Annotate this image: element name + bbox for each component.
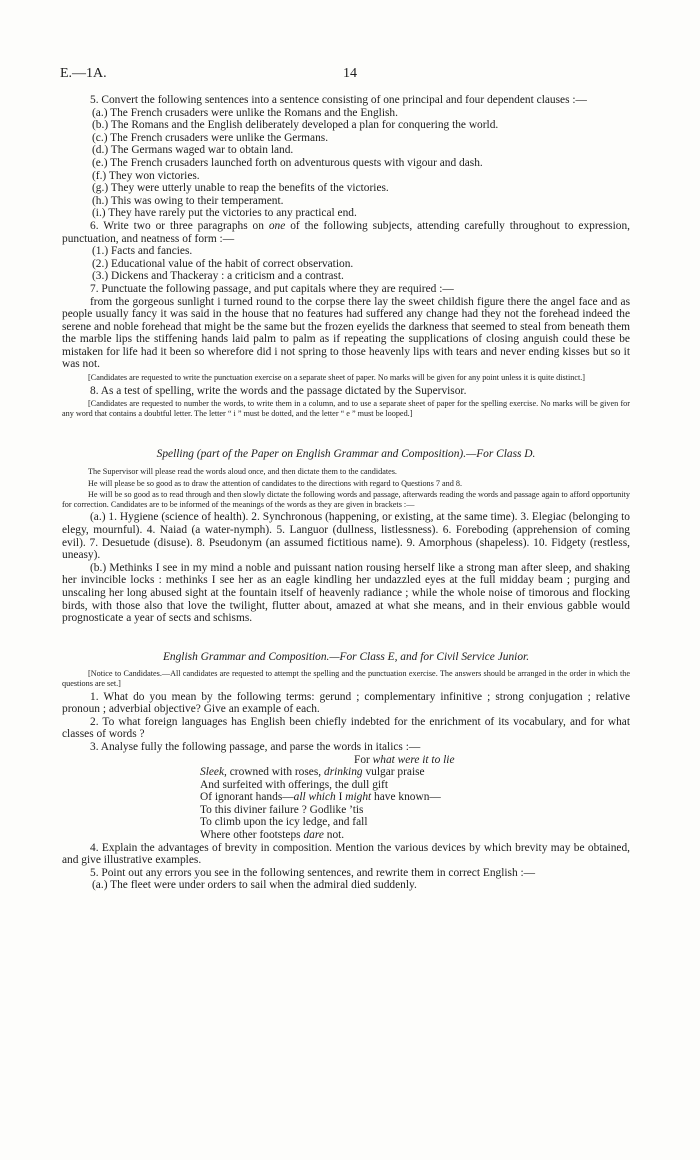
poem-line-2-italic-2: drinking (324, 766, 363, 779)
question-7-intro: 7. Punctuate the following passage, and put capitals where they are required :— (90, 282, 454, 295)
grammar-q4: 4. Explain the advantages of brevity in composition. Mention the various devices by which brevity may be obtained, and give illustrative examples. (62, 841, 630, 867)
q6-intro-a: 6. Write two or three paragraphs on (90, 219, 269, 232)
poem-line-4 (200, 791, 630, 804)
poem-line-2 (200, 766, 630, 779)
q5-item-b: (b.) The Romans and the English deliberately developed a plan for conquering the world. (92, 119, 499, 132)
page-header (60, 66, 640, 86)
poem-line-5: To this diviner failure ? Godlike ’tis (200, 803, 364, 816)
q5-item-i: (i.) They have rarely put the victories to any practical end. (92, 207, 357, 220)
page-number: 14 (343, 66, 357, 81)
spelling-note-1: The Supervisor will please read the words aloud once, and then dictate them to the candidates. (88, 467, 397, 477)
poem-line-6: To climb upon the icy ledge, and fall (200, 816, 368, 829)
poem-line-4-b: I (335, 791, 346, 804)
q5-item-f: (f.) They won victories. (92, 169, 200, 182)
poem-line-7-italic: dare (303, 829, 324, 842)
q6-intro-emphasis: one (268, 219, 286, 232)
q5-item-g: (g.) They were utterly unable to reap the benefits of the victories. (92, 182, 389, 195)
poem-line-2-b: vulgar praise (362, 766, 425, 779)
poem-line-2-a: , crowned with roses, (224, 766, 324, 779)
q8-note: [Candidates are requested to number the words, to write them in a column, and to use a separate sheet of paper for the spelling exercise. No marks will be given for any word that contains a doubtful letter. The letter “ i ” must be dotted, and the letter “ e ” must be looped.] (62, 399, 630, 418)
poem-line-3: And surfeited with offerings, the dull gift (200, 778, 389, 791)
grammar-q1: 1. What do you mean by the following terms: gerund ; complementary infinitive ; strong conjugation ; relative pronoun ; adverbial objective? Give an example of each. (62, 690, 630, 716)
poem-line-7-a: Where other footsteps (200, 829, 304, 842)
poem-line-4-a: Of ignorant hands— (200, 791, 294, 804)
spelling-section-heading: Spelling (part of the Paper on English Grammar and Composition).—For Class D. (156, 448, 536, 461)
document-code: E.—1A. (60, 66, 107, 81)
q7-passage: from the gorgeous sunlight i turned round to the corpse there lay the sweet childish figure there the angel face and as people usually fancy it was said in the house that no features had suffered any change had they not the forehead indeed the serene and noble forehead that might be the same but the frozen eyelids the darkness that seemed to steal from beneath them the marble lips the stiffening hands laid palm to palm as if repeating the supplications of closing anguish could these be mistaken for life had it been so wherefore did i not spring to those heavenly lips with tears and never ending kisses but so it was not. (62, 295, 630, 371)
poem-line-1 (200, 754, 630, 767)
question-6-intro (62, 220, 630, 245)
grammar-notice: [Notice to Candidates.—All candidates are requested to attempt the spelling and the punctuation exercise. The answers should be arranged in the order in which the questions are set.] (62, 669, 630, 688)
poem-line-7 (200, 829, 630, 842)
grammar-q2: 2. To what foreign languages has English been chiefly indebted for the enrichment of its vocabulary, and for what classes of words ? (62, 715, 630, 741)
q7-note: [Candidates are requested to write the punctuation exercise on a separate sheet of paper. No marks will be given for any point unless it is quite distinct.] (88, 373, 586, 383)
grammar-q3: 3. Analyse fully the following passage, and parse the words in italics :— (90, 740, 421, 753)
question-5-intro: 5. Convert the following sentences into a sentence consisting of one principal and four dependent clauses :— (90, 94, 587, 106)
poem-line-2-italic-1: Sleek (200, 766, 225, 779)
q5-item-a: (a.) The French crusaders were unlike the Romans and the English. (92, 106, 398, 119)
poem-quotation (62, 754, 630, 842)
poem-line-4-c: have known— (371, 791, 441, 804)
poem-line-4-italic-2: might (345, 791, 372, 804)
spelling-words: (a.) 1. Hygiene (science of health). 2. Synchronous (happening, or existing, at the same time). 3. Elegiac (belonging to elegy, mournful). 4. Naiad (a water-nymph). 5. Languor (dullness, listlessness). 6. Foreboding (apprehension of coming evil). 7. Desuetude (disuse). 8. Pseudonym (an assumed fictitious name). 9. Amorphous (shapeless). 10. Fidgety (restless, uneasy). (62, 511, 630, 562)
poem-line-4-italic-1: all which (293, 791, 336, 804)
question-8: 8. As a test of spelling, write the words and the passage dictated by the Supervisor. (90, 384, 467, 397)
page-content (62, 94, 630, 892)
spelling-passage: (b.) Methinks I see in my mind a noble and puissant nation rousing herself like a strong man after sleep, and shaking her invincible locks : methinks I see her as an eagle kindling her undazzled eyes at the full midday beam ; purging and unscaling her long abused sight at the fountain itself of heavenly radiance ; while the whole noise of timorous and flocking birds, with those also that love the twilight, flutter about, amazed at what she means, and in their envious gabble would prognosticate a year of sects and schisms. (62, 561, 630, 625)
q6-item-2: (2.) Educational value of the habit of correct observation. (92, 257, 354, 270)
q6-item-3: (3.) Dickens and Thackeray : a criticism and a contrast. (92, 270, 344, 283)
poem-line-1-italic: what were it to lie (372, 753, 455, 766)
q5-item-e: (e.) The French crusaders launched forth on adventurous quests with vigour and dash. (92, 156, 483, 169)
spelling-note-2: He will please be so good as to draw the attention of candidates to the directions with regard to Questions 7 and 8. (88, 478, 463, 488)
grammar-q5: 5. Point out any errors you see in the following sentences, and rewrite them in correct English :— (90, 866, 536, 879)
q6-item-1: (1.) Facts and fancies. (92, 245, 193, 258)
grammar-section-heading: English Grammar and Composition.—For Class E, and for Civil Service Junior. (162, 650, 530, 663)
q6-intro-b: of the following subjects, attending carefully throughout to expression, punctuation, and neatness of form :— (62, 219, 630, 245)
q5-item-h: (h.) This was owing to their temperament. (92, 194, 284, 207)
spelling-note-3: He will be so good as to read through and then slowly dictate the following words and passage, afterwards reading the words and passage again to afford opportunity for correction. Candidates are to be informed of the meanings of the words as they are given in brackets :— (62, 490, 630, 509)
q5-item-d: (d.) The Germans waged war to obtain land. (92, 144, 294, 157)
q5-item-c: (c.) The French crusaders were unlike the Germans. (92, 131, 329, 144)
grammar-q5-item-a: (a.) The fleet were under orders to sail when the admiral died suddenly. (92, 879, 417, 892)
poem-line-7-b: not. (323, 829, 345, 842)
poem-line-1-a: For (354, 753, 373, 766)
